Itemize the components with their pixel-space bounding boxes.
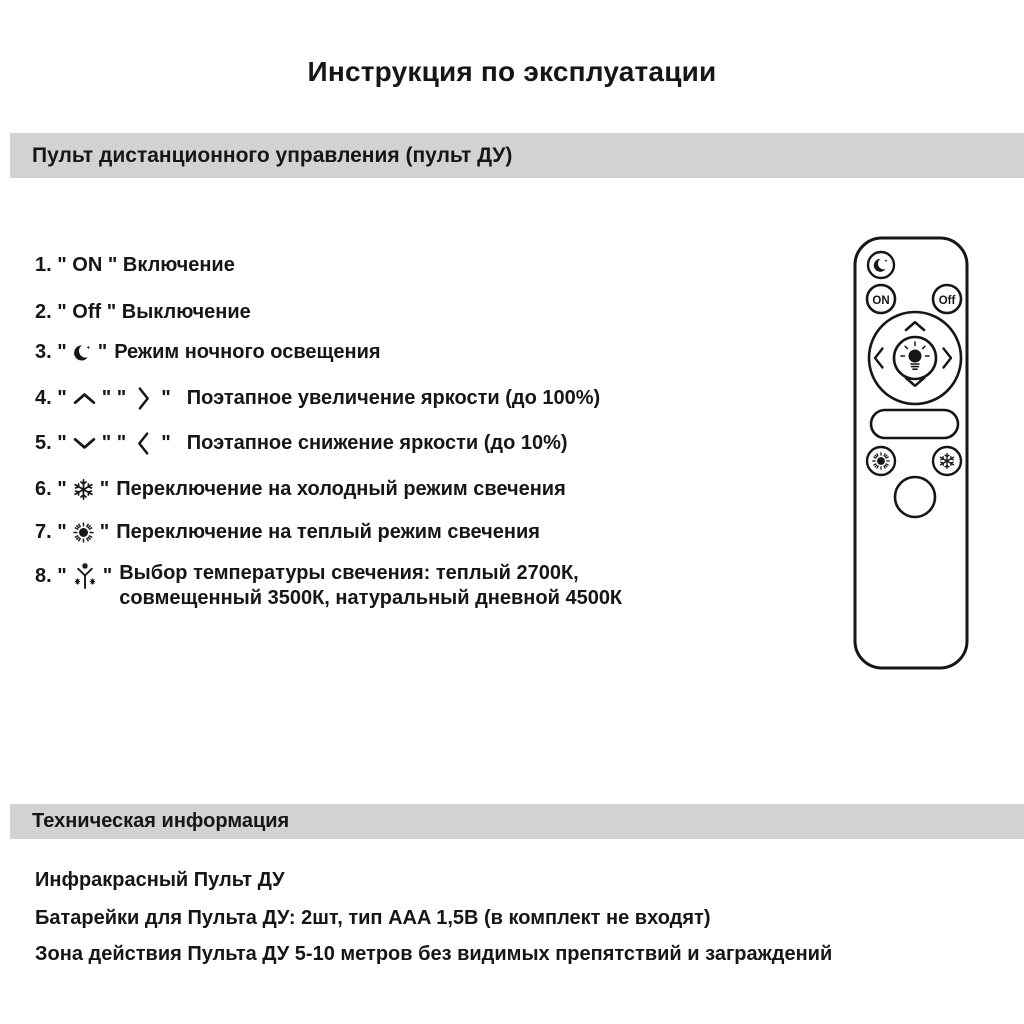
- section-heading-remote: [10, 133, 1024, 178]
- tech-line-range: Зона действия Пульта ДУ 5-10 метров без видимых препятствий и заграждений: [35, 943, 833, 965]
- list-item-on: 1. " ON " Включение: [35, 253, 235, 276]
- list-item-night-mode: 3. " " Режим ночного освещения: [35, 340, 381, 363]
- tech-line-remote-type: Инфракрасный Пульт ДУ: [35, 869, 285, 891]
- list-item-brightness-up: 4. " " " " Поэтапное увеличение яркости (до 100%): [35, 386, 601, 409]
- chevron-left-icon: [131, 431, 156, 456]
- page-title: Инструкция по эксплуатации: [307, 56, 717, 87]
- snowflake-icon: [72, 478, 95, 501]
- list-item-temperature-select: 8. " " Выбор температуры свечения: теплый 2700К, совмещенный 3500К, натуральный дневной 4500К: [35, 562, 623, 609]
- sun-icon: [872, 452, 890, 470]
- section-heading-tech-label: Техническая информация: [32, 810, 290, 832]
- remote-on-label: ON: [872, 295, 890, 307]
- list-item-off: 2. " Off " Выключение: [35, 300, 251, 323]
- remote-illustration: [851, 234, 975, 674]
- chevron-down-icon: [72, 431, 97, 456]
- section-heading-tech: [10, 804, 1024, 839]
- section-heading-remote-label: Пульт дистанционного управления (пульт ДУ): [32, 143, 513, 167]
- temperature-select-icon: [72, 562, 98, 590]
- list-item-brightness-down: 5. " " " " Поэтапное снижение яркости (до 10%): [35, 431, 568, 454]
- list-item-cold-mode: 6. " " Переключение на холодный режим свечения: [35, 477, 566, 500]
- tech-line-batteries: Батарейки для Пульта ДУ: 2шт, тип AAA 1,5В (в комплект не входят): [35, 907, 711, 929]
- moon-icon: [72, 342, 93, 363]
- chevron-up-icon: [72, 386, 97, 411]
- remote-off-label: Off: [938, 295, 956, 307]
- chevron-right-icon: [131, 386, 156, 411]
- sun-icon: [72, 521, 95, 544]
- list-item-warm-mode: 7. " " Переключение на теплый режим свечения: [35, 520, 540, 543]
